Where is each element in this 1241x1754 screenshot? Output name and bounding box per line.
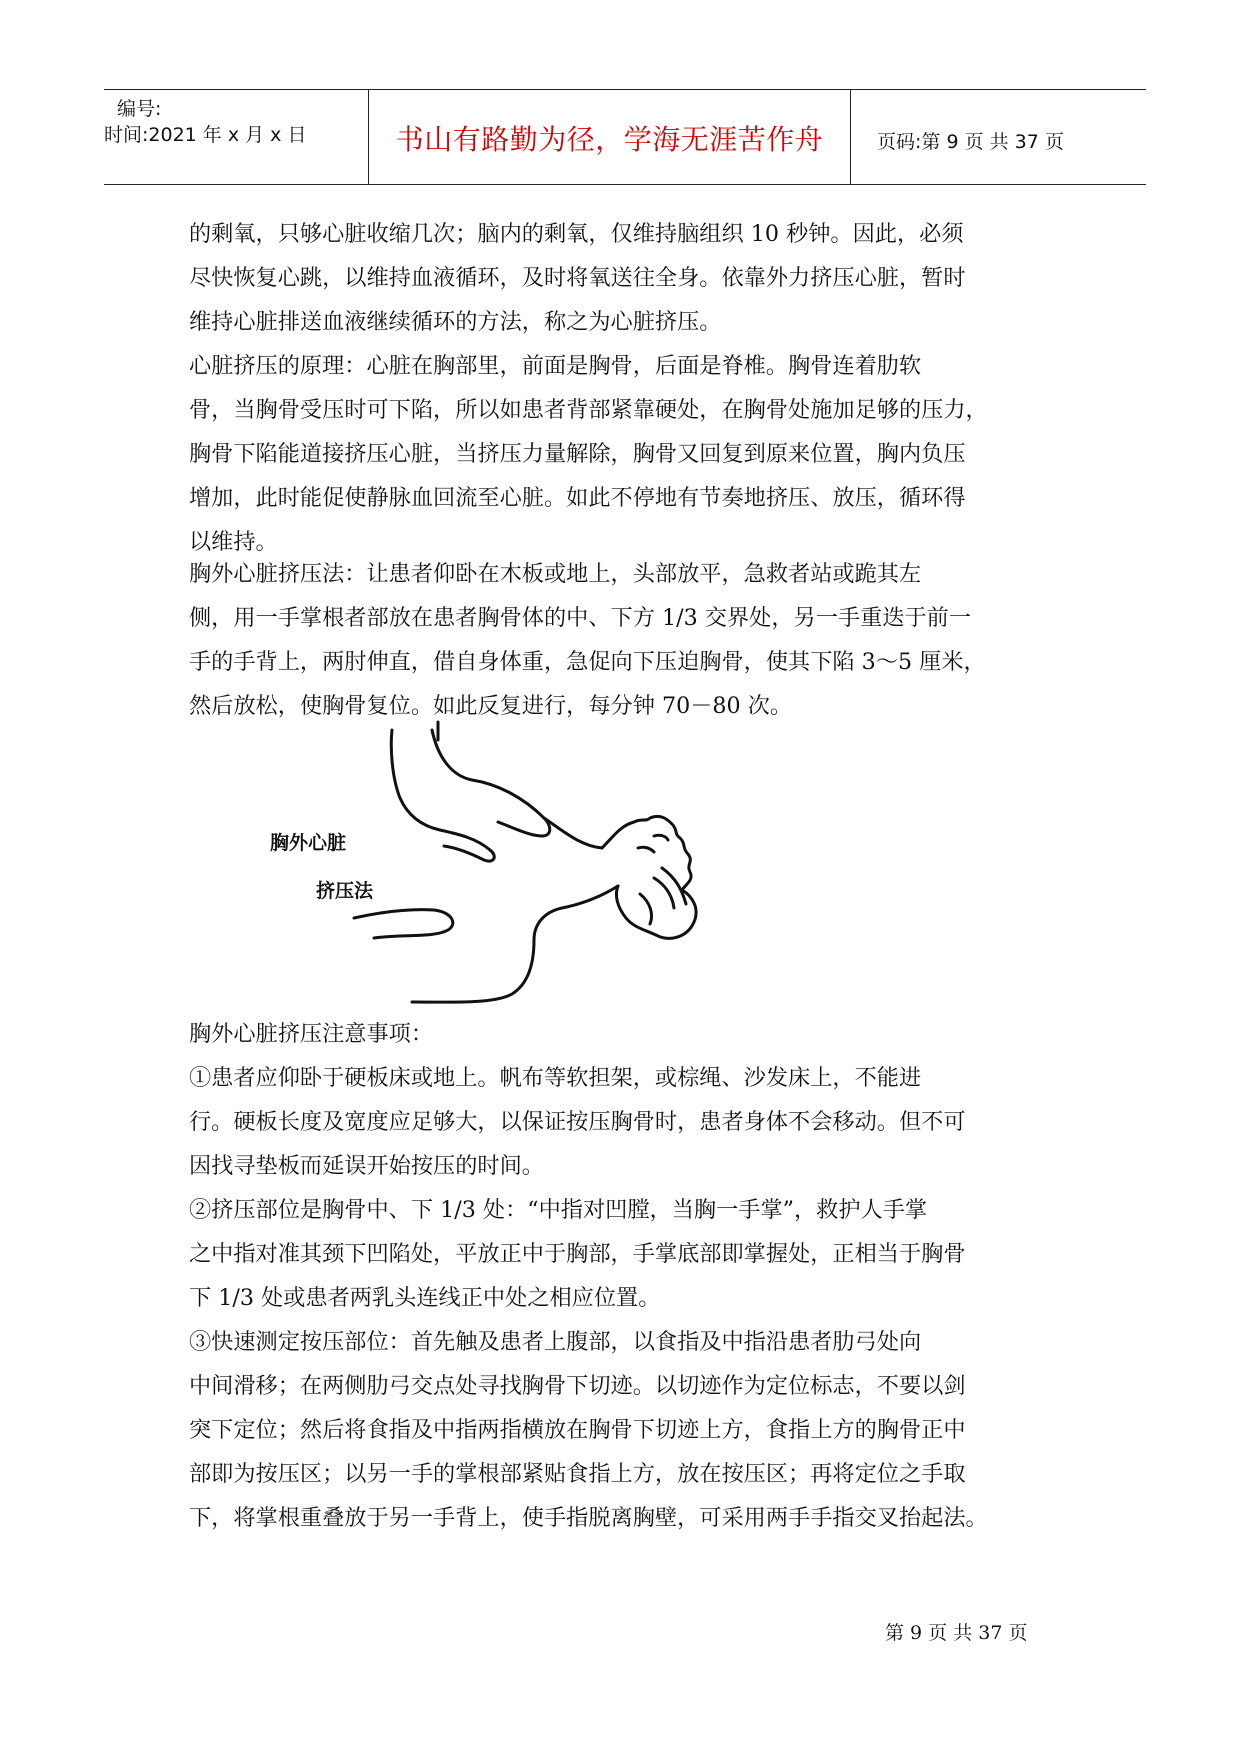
text-line: 中间滑移；在两侧肋弓交点处寻找胸骨下切迹。以切迹作为定位标志，不要以剑: [189, 1373, 966, 1399]
eye-line: [638, 847, 654, 852]
header-right-cell: [851, 90, 1146, 184]
other-arm-outline: [354, 910, 453, 938]
text-line: 行。硬板长度及宽度应足够大，以保证按压胸骨时，患者身体不会移动。但不可: [189, 1109, 966, 1135]
text-line: 然后放松，使胸骨复位。如此反复进行，每分钟 70－80 次。: [189, 693, 793, 719]
brow-line: [654, 835, 668, 840]
hair-strands: [640, 868, 686, 924]
text-line: 突下定位；然后将食指及中指两指横放在胸骨下切迹上方，食指上方的胸骨正中: [189, 1417, 966, 1443]
text-line: 胸骨下陷能道接挤压心脏，当挤压力量解除，胸骨又回复到原来位置，胸内负压: [189, 441, 966, 467]
paragraph-4: [189, 1012, 1057, 1056]
arm-outline-left: [391, 730, 440, 830]
text-line: 胸外心脏挤压法：让患者仰卧在木板或地上，头部放平，急救者站或跪其左: [189, 561, 922, 587]
motto: 书山有路勤为径，学海无涯苦作舟: [395, 123, 824, 156]
text-line: ③快速测定按压部位：首先触及患者上腹部，以食指及中指沿患者肋弓处向: [189, 1329, 922, 1355]
upper-hand-outline: [472, 780, 550, 836]
figure-label-1: 胸外心脏: [270, 832, 347, 854]
paragraph-6: [189, 1188, 1057, 1320]
figure-label-2: 挤压法: [316, 880, 374, 902]
text-line: 手的手背上，两肘伸直，借自身体重，急促向下压迫胸骨，使其下陷 3～5 厘米，: [189, 649, 986, 675]
paragraph-5: [189, 1056, 1057, 1188]
text-line: 以维持。: [189, 529, 278, 555]
time-label: 时间:2021 年 x 月 x 日: [104, 124, 307, 146]
header-left-cell: [104, 90, 369, 184]
text-line: 侧，用一手掌根者部放在患者胸骨体的中、下方 1/3 交界处，另一手重迭于前一: [189, 605, 971, 631]
cpr-drawing: [262, 718, 752, 1008]
text-line: 部即为按压区；以另一手的掌根部紧贴食指上方，放在按压区；再将定位之手取: [189, 1461, 966, 1487]
face-outline: [602, 816, 691, 890]
text-line: 骨，当胸骨受压时可下陷，所以如患者背部紧靠硬处，在胸骨处施加足够的压力，: [189, 397, 988, 423]
paragraph-1: [189, 212, 1057, 344]
header-center-cell: [369, 90, 851, 184]
text-line: 下 1/3 处或患者两乳头连线正中处之相应位置。: [189, 1285, 661, 1311]
serial-label: 编号:: [117, 98, 162, 120]
text-line: 因找寻垫板而延误开始按压的时间。: [189, 1153, 544, 1179]
paragraph-7: [189, 1320, 1057, 1540]
text-line: 增加，此时能促使静脉血回流至心脏。如此不停地有节奏地挤压、放压，循环得: [189, 485, 966, 511]
text-line: ②挤压部位是胸骨中、下 1/3 处：“中指对凹膛，当胸一手掌”，救护人手掌: [189, 1197, 928, 1223]
hand-outline: [440, 830, 494, 861]
paragraph-3: [189, 552, 1057, 728]
header-table: [104, 89, 1146, 185]
page-footer: 第 9 页 共 37 页: [885, 1622, 1028, 1644]
text-line: ①患者应仰卧于硬板床或地上。帆布等软担架，或棕绳、沙发床上，不能进: [189, 1065, 922, 1091]
neck-shoulder-outline: [412, 886, 618, 1002]
text-line: 的剩氧，只够心脏收缩几次；脑内的剩氧，仅维持脑组织 10 秒钟。因此，必须: [189, 221, 964, 247]
text-line: 胸外心脏挤压注意事项：: [189, 1021, 434, 1047]
cpr-illustration: [262, 718, 752, 1008]
paragraph-2: [189, 344, 1057, 564]
text-line: 下，将掌根重叠放于另一手背上，使手指脱离胸壁，可采用两手手指交叉抬起法。: [189, 1505, 988, 1531]
text-line: 尽快恢复心跳，以维持血液循环，及时将氧送往全身。依靠外力挤压心脏，暂时: [189, 265, 966, 291]
page-label: 页码:第 9 页 共 37 页: [877, 131, 1064, 153]
hair-outline: [616, 886, 696, 938]
text-line: 之中指对准其颈下凹陷处，平放正中于胸部，手掌底部即掌握处，正相当于胸骨: [189, 1241, 966, 1267]
text-line: 维持心脏排送血液继续循环的方法，称之为心脏挤压。: [189, 309, 722, 335]
text-line: 心脏挤压的原理：心脏在胸部里，前面是胸骨，后面是脊椎。胸骨连着肋软: [189, 353, 922, 379]
chest-outline: [544, 818, 602, 848]
